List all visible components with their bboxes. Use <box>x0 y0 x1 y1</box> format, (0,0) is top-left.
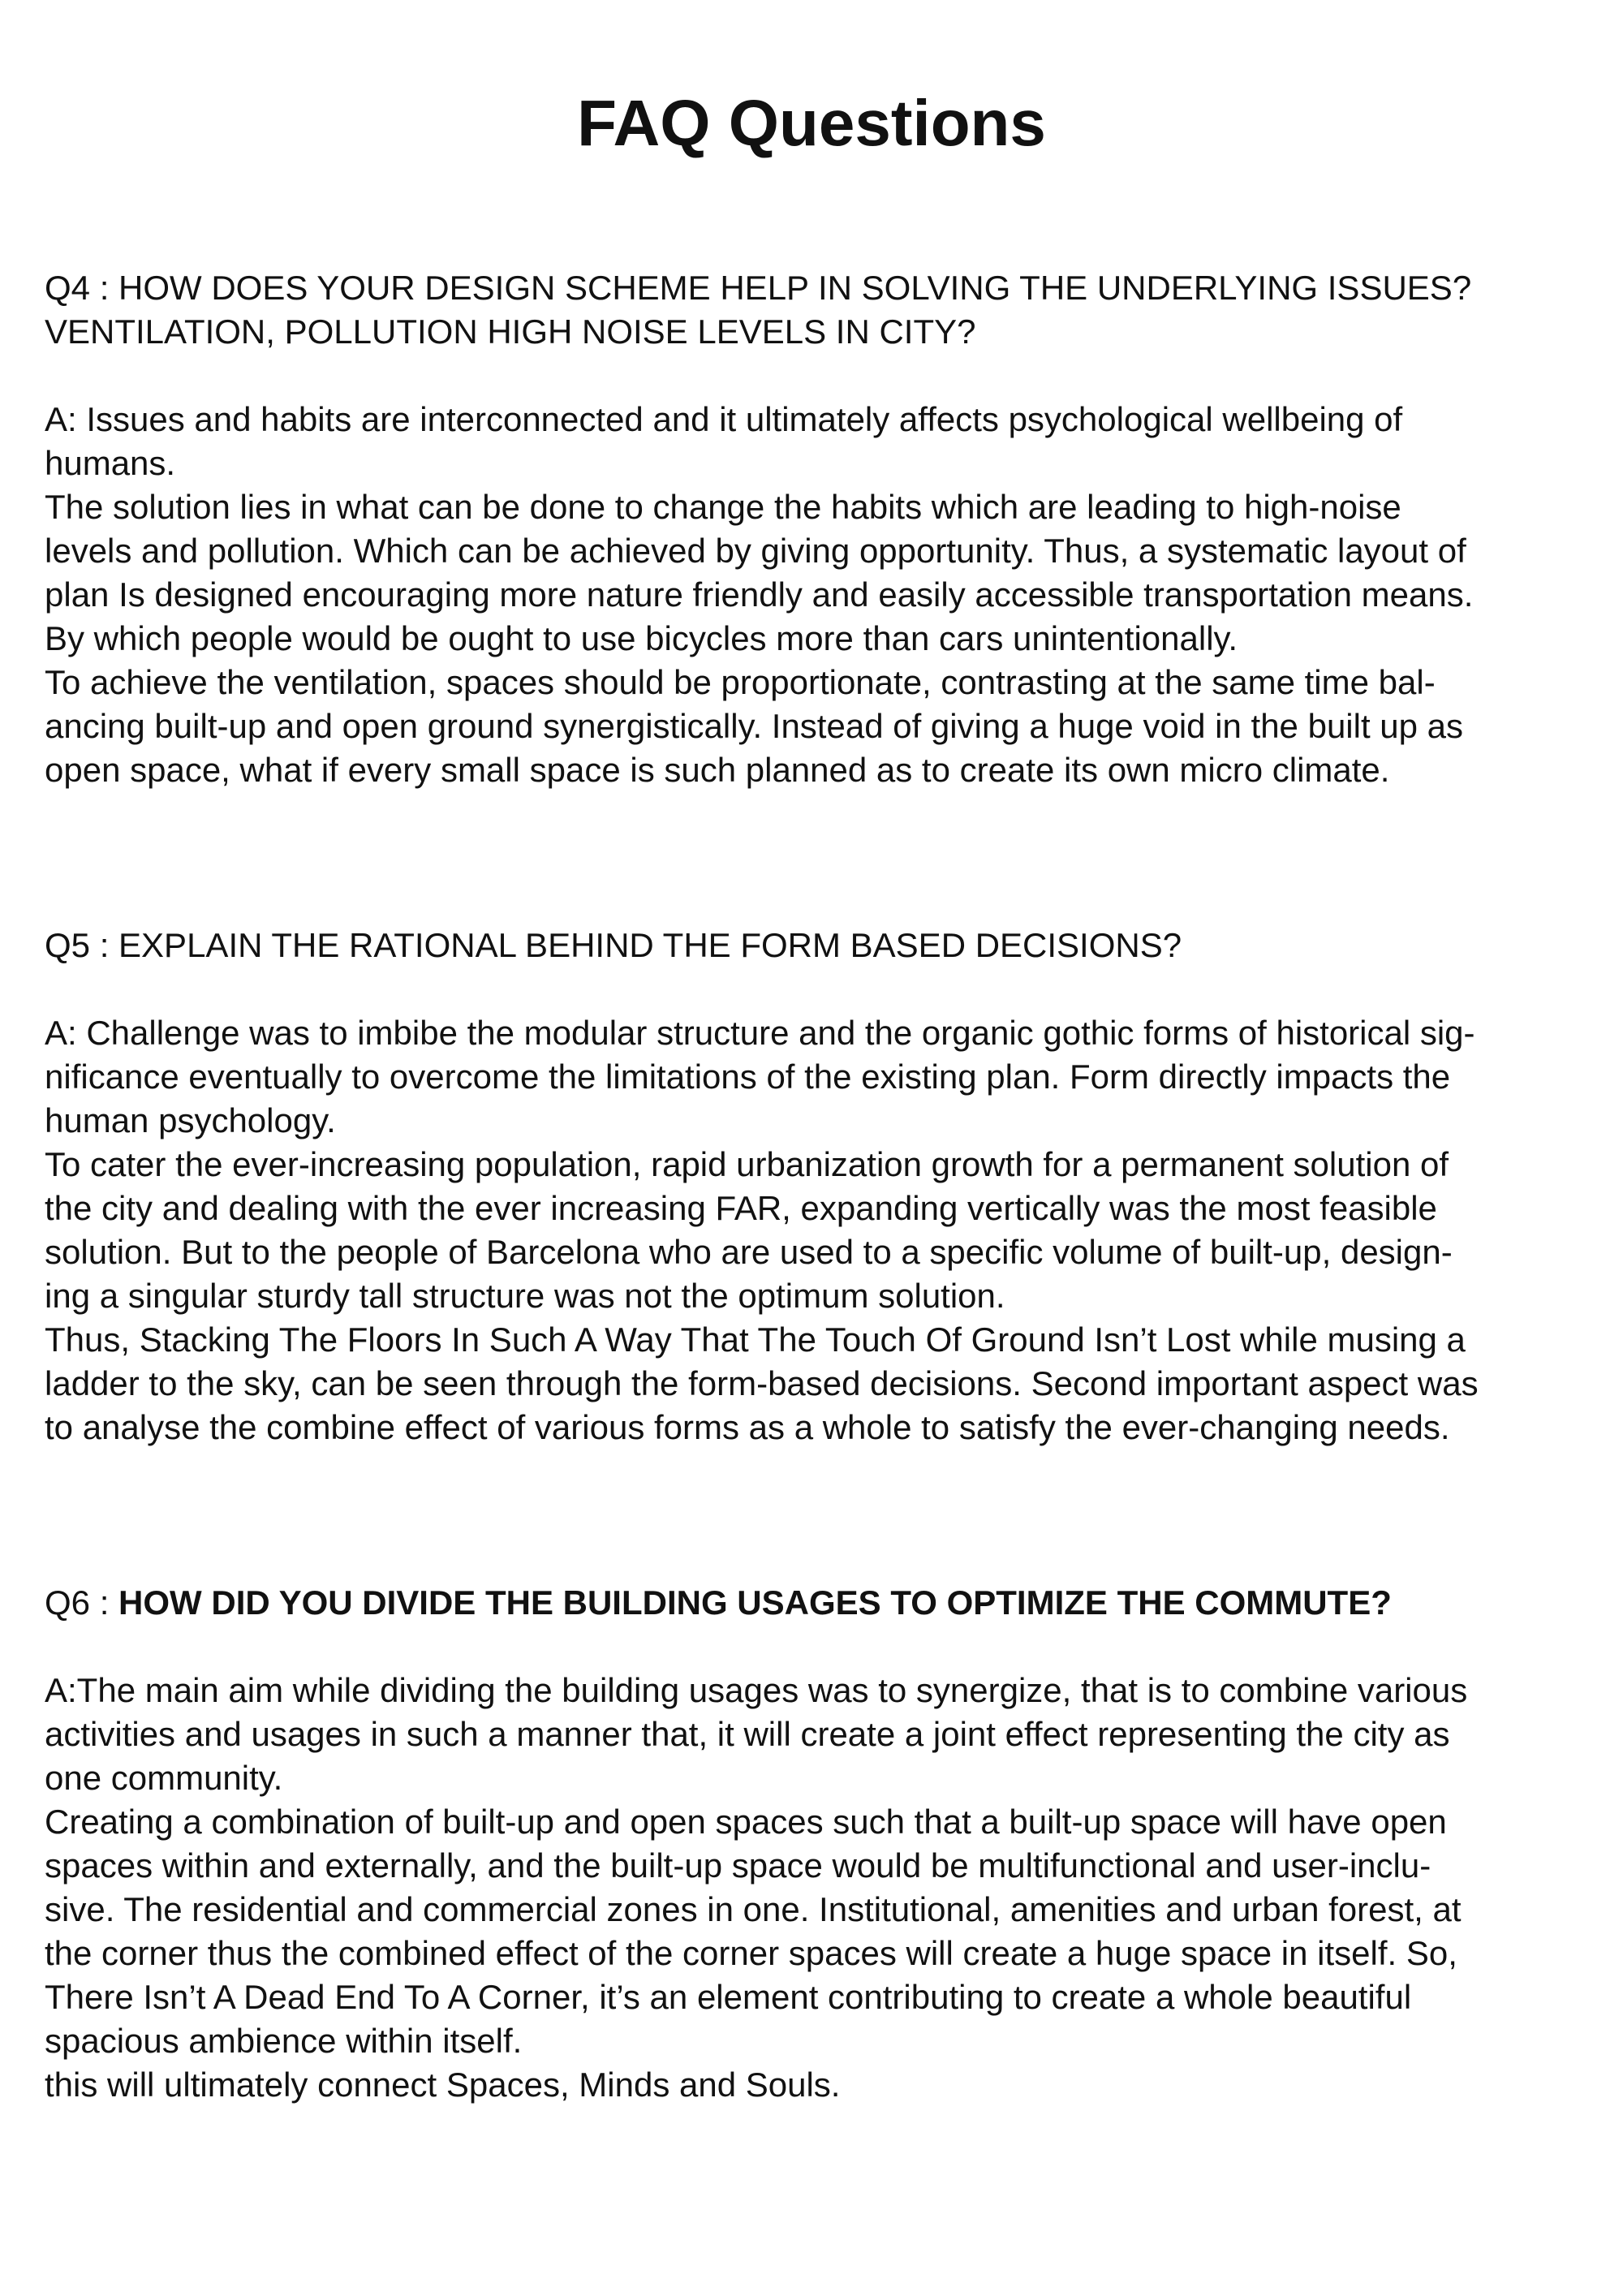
answer-line: plan Is designed encouraging more nature friendly and easily accessible transportation means. <box>45 575 1474 614</box>
question-line: Q5 : EXPLAIN THE RATIONAL BEHIND THE FORM BASED DECISIONS? <box>45 926 1182 964</box>
answer-line: to analyse the combine effect of various forms as a whole to satisfy the ever-changing needs. <box>45 1408 1450 1446</box>
answer-line: this will ultimately connect Spaces, Minds and Souls. <box>45 2066 841 2104</box>
question-prefix: Q6 : <box>45 1583 119 1622</box>
faq-item-q6 <box>45 1581 1591 2107</box>
answer-line: A: Challenge was to imbibe the modular structure and the organic gothic forms of historical sig- <box>45 1014 1475 1052</box>
question-line: VENTILATION, POLLUTION HIGH NOISE LEVELS IN CITY? <box>45 312 976 351</box>
answer-line: A:The main aim while dividing the building usages was to synergize, that is to combine various <box>45 1671 1468 1709</box>
answer-line: To achieve the ventilation, spaces should be proportionate, contrasting at the same time bal- <box>45 663 1436 701</box>
question-q4 <box>45 266 1591 354</box>
answer-line: open space, what if every small space is such planned as to create its own micro climate. <box>45 751 1390 789</box>
section-spacer <box>45 1450 1591 1581</box>
answer-line: spacious ambience within itself. <box>45 2022 523 2060</box>
answer-line: ancing built-up and open ground synergistically. Instead of giving a huge void in the built up as <box>45 707 1464 745</box>
page-title: FAQ Questions <box>577 87 1046 159</box>
answer-line: To cater the ever-increasing population, rapid urbanization growth for a permanent solution of <box>45 1145 1449 1183</box>
answer-line: Thus, Stacking The Floors In Such A Way That The Touch Of Ground Isn’t Lost while musing a <box>45 1320 1466 1359</box>
faq-content <box>45 266 1591 2107</box>
answer-line: human psychology. <box>45 1101 336 1139</box>
question-text-bold: HOW DID YOU DIVIDE THE BUILDING USAGES TO OPTIMIZE THE COMMUTE? <box>118 1583 1392 1622</box>
question-q5 <box>45 924 1591 967</box>
answer-line: sive. The residential and commercial zones in one. Institutional, amenities and urban forest, at <box>45 1890 1462 1928</box>
answer-line: ing a singular sturdy tall structure was not the optimum solution. <box>45 1277 1005 1315</box>
answer-line: one community. <box>45 1759 283 1797</box>
answer-line: nificance eventually to overcome the limitations of the existing plan. Form directly impacts the <box>45 1058 1451 1096</box>
answer-line: There Isn’t A Dead End To A Corner, it’s an element contributing to create a whole beautiful <box>45 1978 1412 2016</box>
faq-item-q4 <box>45 266 1591 792</box>
answer-line: the corner thus the combined effect of the corner spaces will create a huge space in itself. So, <box>45 1934 1457 1972</box>
answer-line: By which people would be ought to use bicycles more than cars unintentionally. <box>45 619 1238 657</box>
question-line: Q4 : HOW DOES YOUR DESIGN SCHEME HELP IN SOLVING THE UNDERLYING ISSUES? <box>45 269 1472 307</box>
answer-q5 <box>45 1011 1591 1450</box>
answer-line: humans. <box>45 444 176 482</box>
answer-line: ladder to the sky, can be seen through the form-based decisions. Second important aspect was <box>45 1364 1479 1402</box>
faq-item-q5 <box>45 924 1591 1450</box>
answer-line: spaces within and externally, and the built-up space would be multifunctional and user-inclu- <box>45 1846 1431 1885</box>
answer-line: Creating a combination of built-up and open spaces such that a built-up space will have open <box>45 1803 1447 1841</box>
answer-line: solution. But to the people of Barcelona who are used to a specific volume of built-up, design- <box>45 1233 1453 1271</box>
section-spacer <box>45 792 1591 924</box>
answer-line: levels and pollution. Which can be achieved by giving opportunity. Thus, a systematic layout of <box>45 532 1466 570</box>
answer-q4 <box>45 398 1591 792</box>
question-q6 <box>45 1581 1591 1625</box>
answer-line: The solution lies in what can be done to change the habits which are leading to high-noise <box>45 488 1401 526</box>
answer-line: activities and usages in such a manner that, it will create a joint effect representing the city as <box>45 1715 1450 1753</box>
answer-q6 <box>45 1669 1591 2107</box>
answer-line: A: Issues and habits are interconnected and it ultimately affects psychological wellbeing of <box>45 400 1403 438</box>
answer-line: the city and dealing with the ever increasing FAR, expanding vertically was the most feasible <box>45 1189 1437 1227</box>
